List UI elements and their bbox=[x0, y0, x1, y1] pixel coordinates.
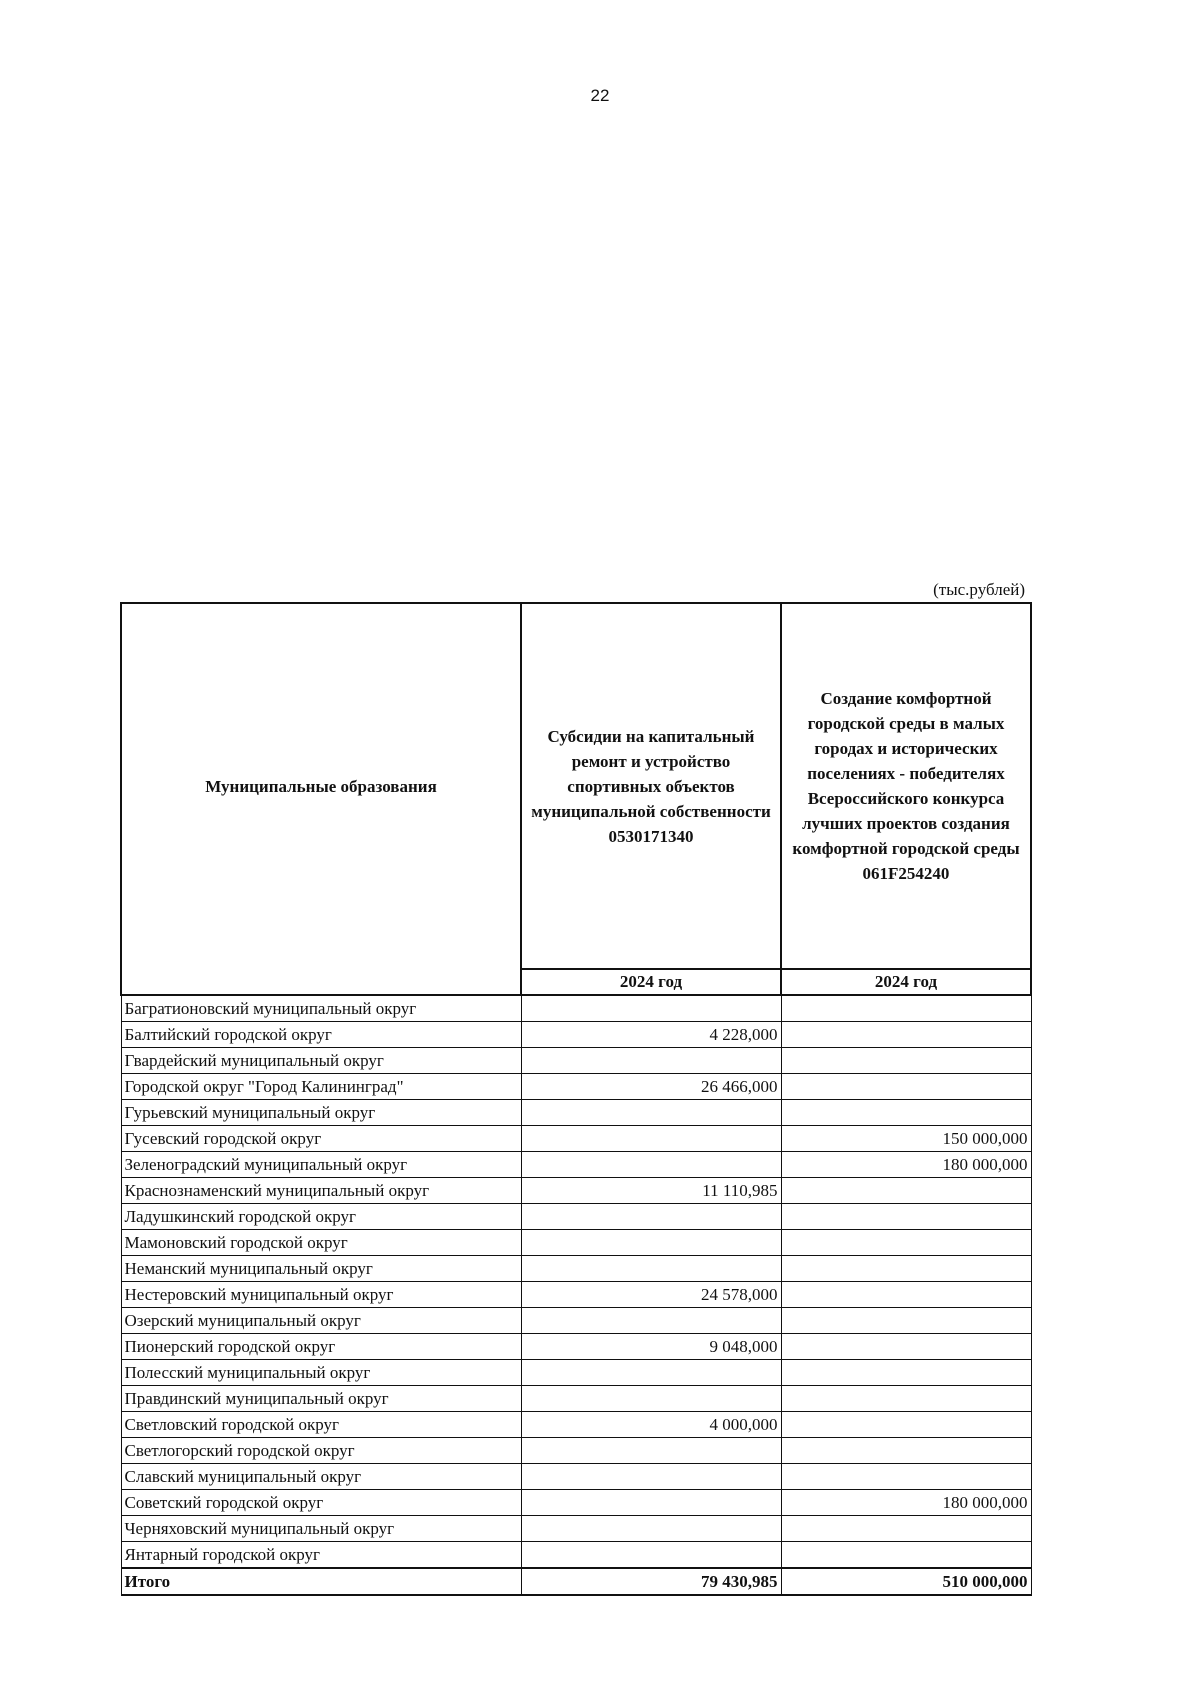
municipality-cell: Пионерский городской округ bbox=[121, 1334, 521, 1360]
sport-subsidy-code: 0530171340 bbox=[608, 826, 694, 846]
total-row bbox=[121, 1568, 1031, 1595]
sport-subsidy-cell: 9 048,000 bbox=[521, 1334, 781, 1360]
municipality-cell: Полесский муниципальный округ bbox=[121, 1360, 521, 1386]
urban-environment-cell bbox=[781, 1256, 1031, 1282]
table-row bbox=[121, 1126, 1031, 1152]
municipality-cell: Славский муниципальный округ bbox=[121, 1464, 521, 1490]
municipality-cell: Краснознаменский муниципальный округ bbox=[121, 1178, 521, 1204]
table-row bbox=[121, 1360, 1031, 1386]
municipality-cell: Балтийский городской округ bbox=[121, 1022, 521, 1048]
urban-environment-cell bbox=[781, 1022, 1031, 1048]
table-row bbox=[121, 1438, 1031, 1464]
table-row bbox=[121, 1490, 1031, 1516]
table-header-row bbox=[121, 603, 1031, 969]
table-row bbox=[121, 1282, 1031, 1308]
total-urban-environment-cell: 510 000,000 bbox=[781, 1568, 1031, 1595]
urban-environment-cell: 150 000,000 bbox=[781, 1126, 1031, 1152]
sport-subsidy-cell: 11 110,985 bbox=[521, 1178, 781, 1204]
urban-environment-year: 2024 год bbox=[781, 969, 1031, 995]
urban-environment-code: 061F254240 bbox=[862, 864, 950, 883]
sport-subsidy-cell bbox=[521, 1256, 781, 1282]
table-row bbox=[121, 1464, 1031, 1490]
urban-environment-cell bbox=[781, 1100, 1031, 1126]
year-header-row bbox=[121, 969, 1031, 995]
table-row bbox=[121, 1074, 1031, 1100]
total-sport-subsidy-cell: 79 430,985 bbox=[521, 1568, 781, 1595]
sport-subsidy-cell bbox=[521, 1516, 781, 1542]
table-row bbox=[121, 1334, 1031, 1360]
municipality-cell: Черняховский муниципальный округ bbox=[121, 1516, 521, 1542]
table-row bbox=[121, 1178, 1031, 1204]
sport-subsidy-cell bbox=[521, 1152, 781, 1178]
municipality-cell: Гурьевский муниципальный округ bbox=[121, 1100, 521, 1126]
sport-subsidy-cell bbox=[521, 1126, 781, 1152]
sport-subsidy-cell bbox=[521, 1100, 781, 1126]
units-label: (тыс.рублей) bbox=[933, 580, 1025, 599]
sport-subsidy-cell: 4 228,000 bbox=[521, 1022, 781, 1048]
sport-subsidy-cell bbox=[521, 1542, 781, 1569]
sport-subsidy-cell bbox=[521, 1048, 781, 1074]
total-label-cell: Итого bbox=[121, 1568, 521, 1595]
urban-environment-cell bbox=[781, 1438, 1031, 1464]
urban-environment-cell bbox=[781, 995, 1031, 1022]
sport-subsidy-cell bbox=[521, 1230, 781, 1256]
table-row bbox=[121, 1152, 1031, 1178]
sport-subsidy-cell bbox=[521, 995, 781, 1022]
municipality-cell: Янтарный городской округ bbox=[121, 1542, 521, 1569]
table-row bbox=[121, 1386, 1031, 1412]
sport-subsidy-cell: 24 578,000 bbox=[521, 1282, 781, 1308]
municipality-cell: Нестеровский муниципальный округ bbox=[121, 1282, 521, 1308]
subsidy-table bbox=[120, 602, 1032, 1596]
urban-environment-cell: 180 000,000 bbox=[781, 1152, 1031, 1178]
urban-environment-cell bbox=[781, 1074, 1031, 1100]
table-row bbox=[121, 1308, 1031, 1334]
municipality-cell: Гусевский городской округ bbox=[121, 1126, 521, 1152]
sport-subsidy-cell: 26 466,000 bbox=[521, 1074, 781, 1100]
urban-environment-cell bbox=[781, 1334, 1031, 1360]
municipality-cell: Ладушкинский городской округ bbox=[121, 1204, 521, 1230]
municipality-cell: Неманский муниципальный округ bbox=[121, 1256, 521, 1282]
urban-environment-cell bbox=[781, 1412, 1031, 1438]
sport-subsidy-title: Субсидии на капитальный ремонт и устройство спортивных объектов муниципальной собственности bbox=[531, 726, 771, 821]
table-row bbox=[121, 1516, 1031, 1542]
urban-environment-cell bbox=[781, 1230, 1031, 1256]
urban-environment-cell bbox=[781, 1308, 1031, 1334]
urban-environment-title: Создание комфортной городской среды в малых городах и исторических поселениях - победителях Всероссийского конкурса лучших проектов создания комфортной городской среды bbox=[792, 689, 1020, 858]
sport-subsidy-cell bbox=[521, 1464, 781, 1490]
sport-subsidy-column-header bbox=[521, 603, 781, 969]
sport-subsidy-cell bbox=[521, 1490, 781, 1516]
municipality-cell: Правдинский муниципальный округ bbox=[121, 1386, 521, 1412]
table-row bbox=[121, 1256, 1031, 1282]
sport-subsidy-cell: 4 000,000 bbox=[521, 1412, 781, 1438]
urban-environment-cell: 180 000,000 bbox=[781, 1490, 1031, 1516]
page-number: 22 bbox=[590, 86, 610, 105]
urban-environment-cell bbox=[781, 1542, 1031, 1569]
municipality-cell: Советский городской округ bbox=[121, 1490, 521, 1516]
urban-environment-cell bbox=[781, 1386, 1031, 1412]
municipality-column-header: Муниципальные образования bbox=[121, 603, 521, 969]
urban-environment-cell bbox=[781, 1360, 1031, 1386]
table-row bbox=[121, 1048, 1031, 1074]
sport-subsidy-cell bbox=[521, 1308, 781, 1334]
table-row bbox=[121, 1542, 1031, 1569]
table-body bbox=[121, 995, 1031, 1595]
table-row bbox=[121, 1100, 1031, 1126]
table-row bbox=[121, 1412, 1031, 1438]
table-row bbox=[121, 1204, 1031, 1230]
municipality-year-blank bbox=[121, 969, 521, 995]
table-row bbox=[121, 995, 1031, 1022]
sport-subsidy-cell bbox=[521, 1386, 781, 1412]
sport-subsidy-cell bbox=[521, 1204, 781, 1230]
sport-subsidy-year: 2024 год bbox=[521, 969, 781, 995]
municipality-cell: Гвардейский муниципальный округ bbox=[121, 1048, 521, 1074]
municipality-cell: Городской округ "Город Калининград" bbox=[121, 1074, 521, 1100]
sport-subsidy-cell bbox=[521, 1360, 781, 1386]
sport-subsidy-cell bbox=[521, 1438, 781, 1464]
municipality-cell: Багратионовский муниципальный округ bbox=[121, 995, 521, 1022]
table-row bbox=[121, 1230, 1031, 1256]
urban-environment-cell bbox=[781, 1048, 1031, 1074]
municipality-cell: Зеленоградский муниципальный округ bbox=[121, 1152, 521, 1178]
urban-environment-cell bbox=[781, 1464, 1031, 1490]
urban-environment-column-header bbox=[781, 603, 1031, 969]
urban-environment-cell bbox=[781, 1204, 1031, 1230]
municipality-cell: Озерский муниципальный округ bbox=[121, 1308, 521, 1334]
municipality-cell: Светлогорский городской округ bbox=[121, 1438, 521, 1464]
urban-environment-cell bbox=[781, 1282, 1031, 1308]
municipality-cell: Светловский городской округ bbox=[121, 1412, 521, 1438]
urban-environment-cell bbox=[781, 1178, 1031, 1204]
urban-environment-cell bbox=[781, 1516, 1031, 1542]
table-row bbox=[121, 1022, 1031, 1048]
municipality-cell: Мамоновский городской округ bbox=[121, 1230, 521, 1256]
